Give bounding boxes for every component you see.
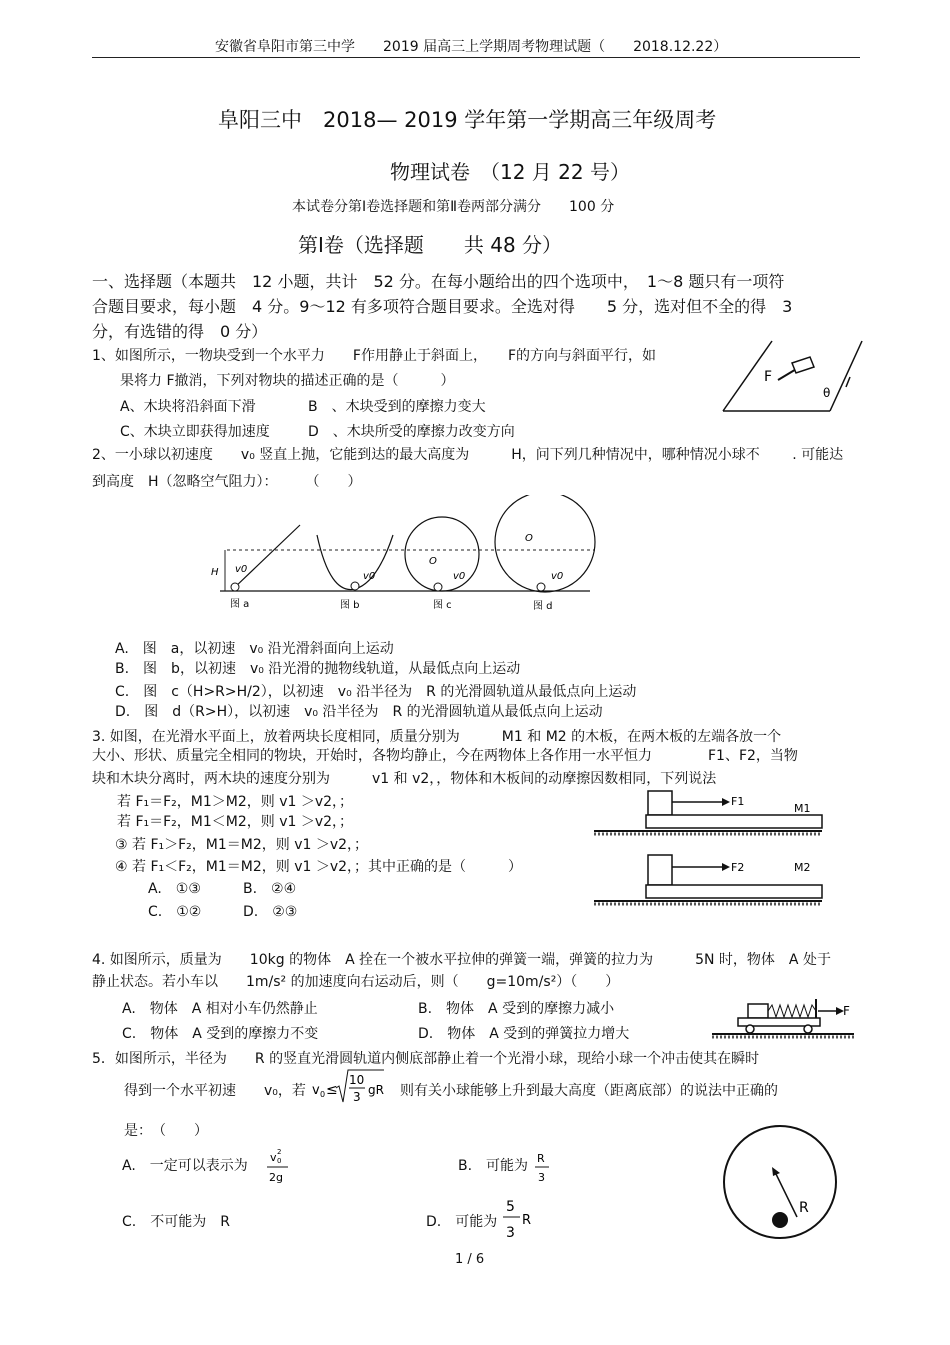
q3-option-b: B. ②④: [243, 881, 297, 897]
q3-fig-label-m1: M1: [794, 802, 811, 815]
svg-text:0: 0: [277, 1157, 282, 1165]
q5-condition-formula: [312, 1064, 392, 1112]
q3-fig-label-m2: M2: [794, 861, 811, 874]
q3-fig-label-f1: F1: [731, 795, 745, 808]
q2-fig-label-b: 图 b: [340, 600, 360, 611]
q5-option-d: D. 可能为: [426, 1214, 498, 1230]
q5-option-c: C. 不可能为 R: [122, 1214, 230, 1230]
q2-motion-figure: [205, 495, 600, 620]
page-number: 1 / 6: [455, 1252, 485, 1267]
q3-option-a: A. ①③: [148, 881, 201, 897]
exam-intro: 本试卷分第Ⅰ卷选择题和第Ⅱ卷两部分满分 100 分: [292, 199, 615, 215]
q4-cart-figure: [708, 995, 858, 1045]
q5-option-b-formula: [533, 1148, 553, 1188]
q2-fig-label-c: 图 c: [433, 600, 452, 611]
svg-text:R: R: [522, 1213, 532, 1228]
q1-line-2: 果将力 F撤消，下列对物块的描述正确的是（ ）: [120, 373, 455, 389]
q1-option-a: A、木块将沿斜面下滑: [120, 399, 256, 415]
q2-option-d: D. 图 d（R>H），以初速 v₀ 沿半径为 R 的光滑圆轨道从最低点向上运动: [115, 704, 603, 720]
q2-line-2: 到高度 H（忽略空气阻力）： （ ）: [92, 474, 362, 490]
exam-subtitle: 物理试卷 （12 月 22 号）: [390, 160, 630, 184]
q5-condition-tail: 则有关小球能够上升到最大高度（距离底部）的说法中正确的: [400, 1083, 778, 1099]
q5-option-d-formula: [500, 1193, 536, 1243]
q1-line-1: 1、如图所示，一物块受到一个水平力 F作用静止于斜面上， F的方向与斜面平行，如: [92, 348, 657, 364]
q5-option-a: A. 一定可以表示为: [122, 1158, 248, 1174]
section-line-3: 分，有选错的得 0 分）: [92, 322, 268, 341]
q3-statement-2: 若 F₁＝F₂，M1＜M2，则 v1 ＞v2，；: [117, 814, 354, 830]
q2-fig-label-d: 图 d: [533, 601, 553, 612]
q4-line-1: 4. 如图所示，质量为 10kg 的物体 A 拴在一个被水平拉伸的弹簧一端，弹簧的拉力为 5N 时，物体 A 处于: [92, 952, 831, 968]
q4-option-c: C. 物体 A 受到的摩擦力不变: [122, 1026, 319, 1042]
q1-option-b: B 、木块受到的摩擦力变大: [308, 399, 486, 415]
q5-line-2: 得到一个水平初速 v₀，若: [124, 1083, 306, 1099]
q2-fig-label-o-d: O: [525, 533, 533, 544]
q4-fig-label-f: F: [843, 1004, 850, 1018]
q5-option-b: B. 可能为: [458, 1158, 529, 1174]
q3-line-2: 大小、形状、质量完全相同的物块，开始时，各物均静止，今在两物体上各作用一水平恒力 F1、F2，当物: [92, 748, 798, 764]
q4-line-2: 静止状态。若小车以 1m/s² 的加速度向右运动后，则（ g=10m/s²）（ ）: [92, 974, 620, 990]
q2-fig-label-v0-d: v0: [551, 571, 564, 582]
q2-fig-label-v0-c: v0: [453, 571, 466, 582]
q3-board-figure: [590, 785, 825, 915]
q3-statement-1: 若 F₁＝F₂，M1＞M2，则 v1 ＞v2，；: [117, 794, 354, 810]
svg-text:2: 2: [277, 1148, 282, 1156]
q2-fig-label-v0-b: v0: [363, 571, 376, 582]
q2-line-1: 2、一小球以初速度 v₀ 竖直上抛，它能到达的最大高度为 H，问下列几种情况中，哪种情况小球不 . 可能达: [92, 447, 844, 463]
page-header: 安徽省阜阳市第三中学 2019 届高三上学期周考物理试题（ 2018.12.22）: [215, 39, 728, 55]
svg-text:5: 5: [506, 1199, 515, 1215]
q4-option-d: D. 物体 A 受到的弹簧拉力增大: [418, 1026, 630, 1042]
q2-fig-label-a: 图 a: [230, 599, 250, 610]
exam-title: 阜阳三中 2018— 2019 学年第一学期高三年级周考: [218, 108, 717, 132]
q3-option-d: D. ②③: [243, 904, 298, 920]
svg-text:gR: gR: [368, 1083, 384, 1097]
q4-option-b: B. 物体 A 受到的摩擦力减小: [418, 1001, 615, 1017]
q2-fig-label-h: H: [211, 567, 219, 578]
q2-option-b: B. 图 b，以初速 v₀ 沿光滑的抛物线轨道，从最低点向上运动: [115, 661, 521, 677]
q3-line-3: 块和木块分离时，两木块的速度分别为 v1 和 v2，，物体和木板间的动摩擦因数相同，下列说法: [92, 771, 717, 787]
q2-fig-label-v0-a: v0: [235, 564, 248, 575]
q2-option-a: A. 图 a，以初速 v₀ 沿光滑斜面向上运动: [115, 641, 394, 657]
q5-circle-track-figure: [722, 1122, 842, 1242]
q1-fig-label-f: F: [764, 369, 773, 385]
q2-option-c: C. 图 c（H>R>H/2），以初速 v₀ 沿半径为 R 的光滑圆轨道从最低点向上运动: [115, 684, 637, 700]
svg-text:3: 3: [538, 1171, 545, 1184]
q2-fig-label-o-c: O: [429, 556, 437, 567]
q5-line-1: 5．如图所示，半径为 R 的竖直光滑圆轨道内侧底部静止着一个光滑小球，现给小球一个冲击使其在瞬时: [92, 1051, 760, 1067]
svg-text:2g: 2g: [269, 1171, 283, 1184]
q3-statement-3: ③ 若 F₁＞F₂，M1＝M2，则 v1 ＞v2，；: [115, 837, 369, 853]
q3-statement-4: ④ 若 F₁＜F₂，M1＝M2，则 v1 ＞v2，；其中正确的是（ ）: [115, 859, 523, 875]
section-line-1: 一、选择题（本题共 12 小题，共计 52 分。在每小题给出的四个选项中， 1～8 题只有一项符: [92, 272, 785, 291]
svg-text:R: R: [537, 1152, 545, 1165]
q5-option-a-formula: [264, 1143, 294, 1187]
svg-text:3: 3: [353, 1090, 361, 1104]
header-rule: [92, 57, 860, 58]
q3-option-c: C. ①②: [148, 904, 202, 920]
q5-line-3: 是： （ ）: [124, 1123, 208, 1139]
svg-text:v: v: [270, 1151, 277, 1164]
q3-line-1: 3. 如图，在光滑水平面上，放着两块长度相同，质量分别为 M1 和 M2 的木板，在两木板的左端各放一个: [92, 729, 782, 745]
section-line-2: 合题目要求，每小题 4 分。9～12 有多项符合题目要求。全选对得 5 分，选对但不全的得 3: [92, 297, 793, 316]
svg-text:0: 0: [320, 1090, 326, 1099]
q5-fig-label-r: R: [799, 1200, 809, 1216]
svg-text:3: 3: [506, 1225, 515, 1241]
q1-fig-label-theta: θ: [823, 386, 831, 400]
q1-option-c: C、木块立即获得加速度: [120, 424, 270, 440]
q1-incline-figure: [720, 335, 870, 415]
svg-text:10: 10: [349, 1073, 365, 1087]
svg-text:v: v: [312, 1083, 320, 1098]
q3-fig-label-f2: F2: [731, 861, 745, 874]
q1-option-d: D 、木块所受的摩擦力改变方向: [308, 424, 515, 440]
part1-title: 第Ⅰ卷（选择题 共 48 分）: [298, 233, 563, 257]
svg-text:≤: ≤: [326, 1082, 338, 1098]
q4-option-a: A. 物体 A 相对小车仍然静止: [122, 1001, 318, 1017]
